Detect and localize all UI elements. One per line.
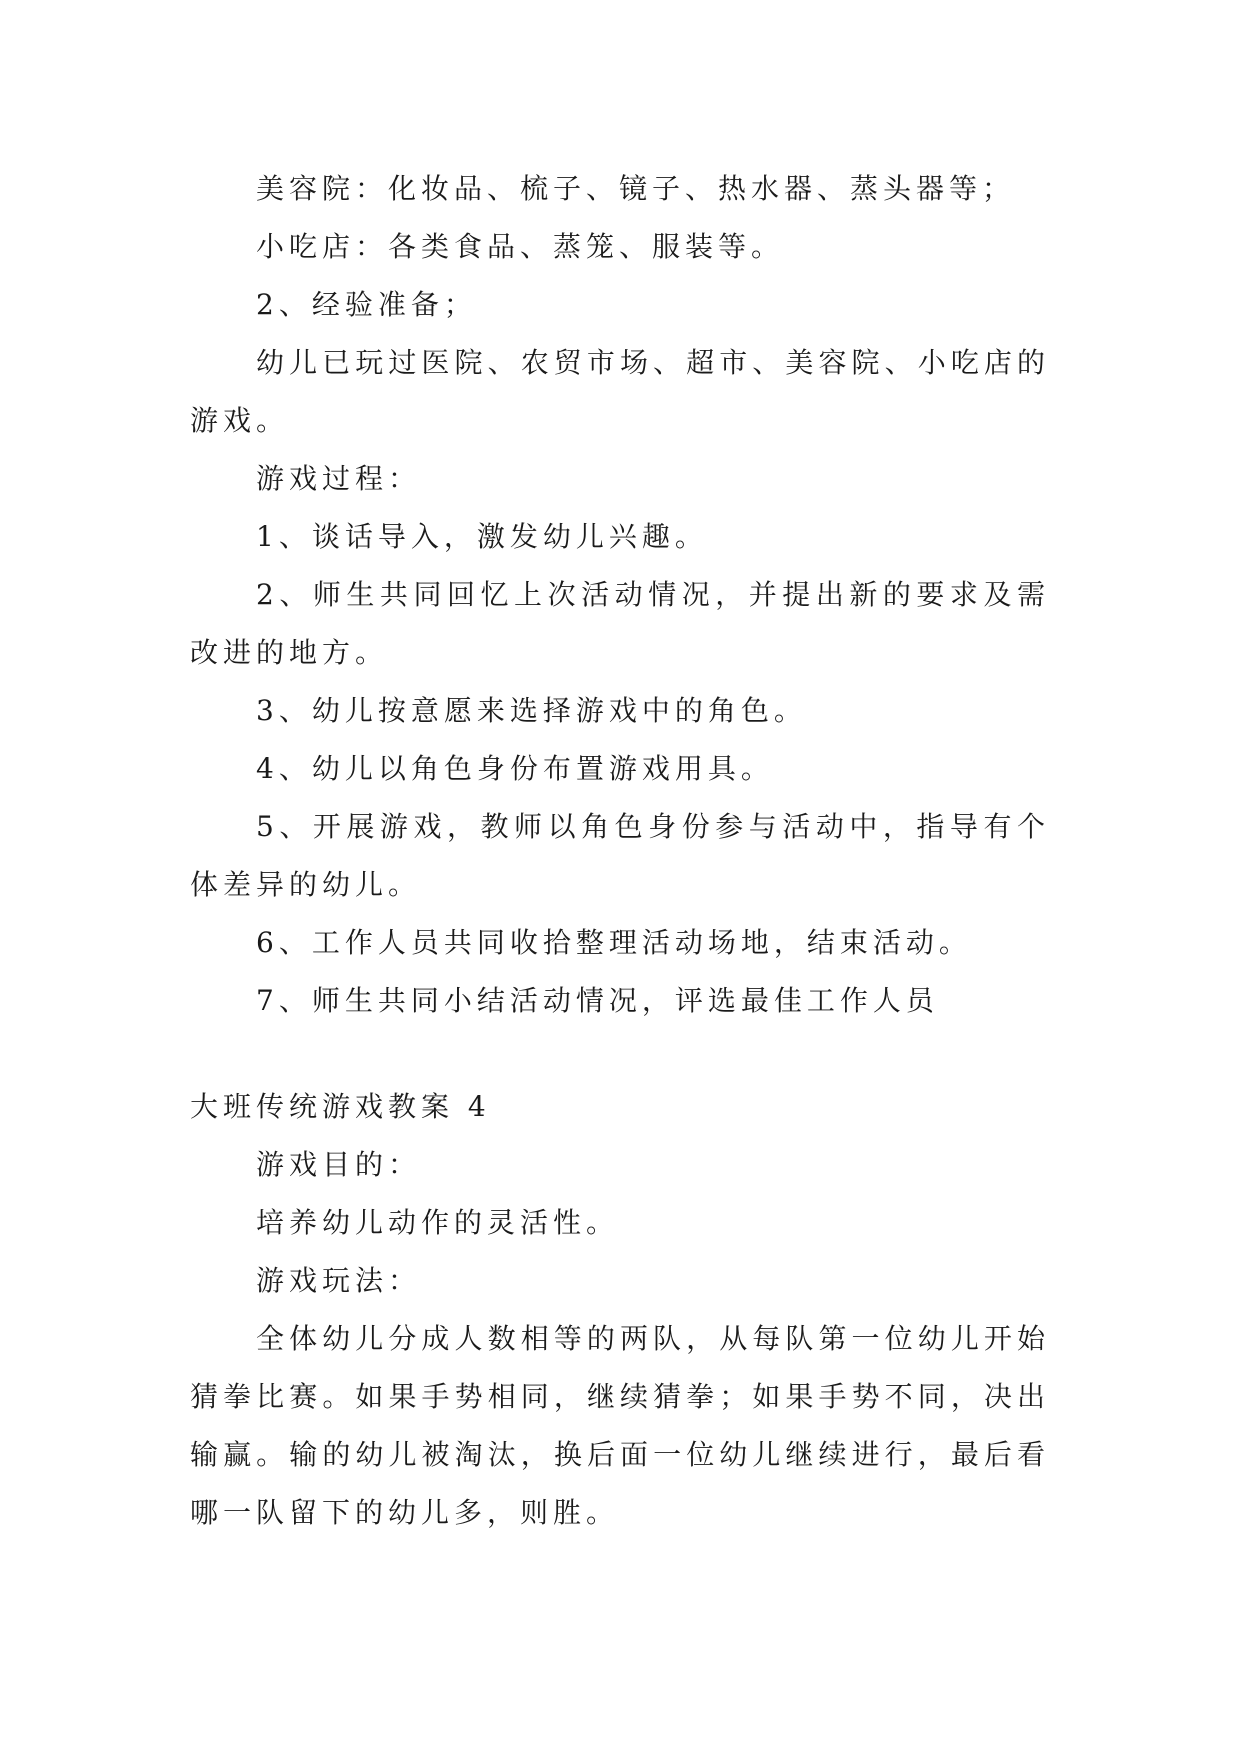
paragraph-game-goal-title: 游戏目的： (256, 1148, 422, 1181)
paragraph-game-rules-title: 游戏玩法： (256, 1264, 422, 1297)
paragraph-step-6: 6、工作人员共同收拾整理活动场地，结束活动。 (256, 926, 972, 959)
paragraph-step-7: 7、师生共同小结活动情况，评选最佳工作人员 (256, 984, 939, 1017)
paragraph-step-1: 1、谈话导入，激发幼儿兴趣。 (256, 520, 708, 553)
paragraph-experience-prep: 2、经验准备； (256, 288, 477, 321)
document-body (190, 160, 1050, 1542)
section-heading: 大班传统游戏教案 4 (190, 1090, 491, 1123)
paragraph-experience-detail: 幼儿已玩过医院、农贸市场、超市、美容院、小吃店的游戏。 (190, 346, 1050, 437)
paragraph-game-process-title: 游戏过程： (256, 462, 422, 495)
paragraph-game-rules: 全体幼儿分成人数相等的两队，从每队第一位幼儿开始猜拳比赛。如果手势相同，继续猜拳；如果手势不同，决出输赢。输的幼儿被淘汰，换后面一位幼儿继续进行，最后看哪一队留下的幼儿多，则胜。 (190, 1322, 1050, 1529)
paragraph-step-3: 3、幼儿按意愿来选择游戏中的角色。 (256, 694, 807, 727)
paragraph-game-goal: 培养幼儿动作的灵活性。 (256, 1206, 620, 1239)
paragraph-step-5: 5、开展游戏，教师以角色身份参与活动中，指导有个体差异的幼儿。 (190, 810, 1050, 901)
paragraph-step-2: 2、师生共同回忆上次活动情况，并提出新的要求及需改进的地方。 (190, 578, 1050, 669)
paragraph-step-4: 4、幼儿以角色身份布置游戏用具。 (256, 752, 774, 785)
paragraph-beauty-salon: 美容院：化妆品、梳子、镜子、热水器、蒸头器等； (256, 172, 1016, 205)
paragraph-snack-shop: 小吃店：各类食品、蒸笼、服装等。 (256, 230, 785, 263)
